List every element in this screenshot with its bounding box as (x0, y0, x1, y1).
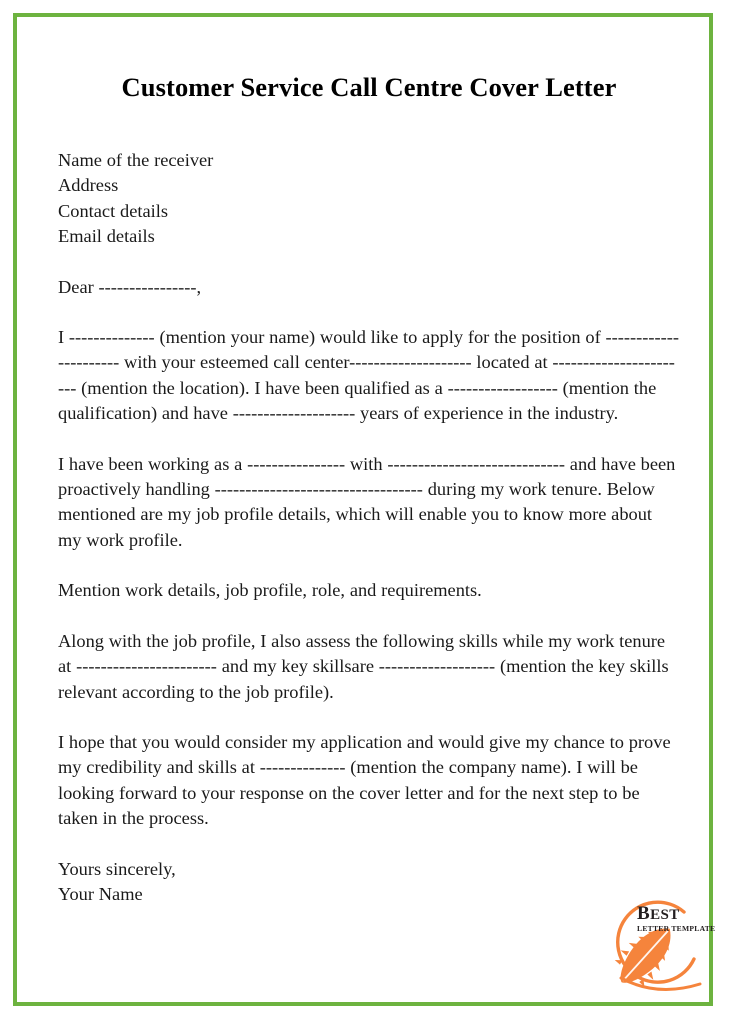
recipient-contact-line: Contact details (58, 200, 169, 221)
paragraph-skills: Along with the job profile, I also assess the following skills while my work tenure at ----------------------- and my key skillsare ------------------- (mention the key skills relevant according to the job profile). (58, 630, 669, 702)
recipient-name-line: Name of the receiver (58, 150, 214, 170)
letter-content (58, 70, 680, 907)
paragraph-experience: I have been working as a ---------------- with ----------------------------- and have been proactively handling ---------------------------------- during my work tenure. Below mentioned are my job profile details, which will enable you to know more about my work profile. (58, 453, 676, 550)
recipient-address-line: Address (58, 175, 119, 196)
recipient-email-line: Email details (58, 226, 155, 247)
brand-wordmark-rest: EST (650, 907, 680, 923)
brand-wordmark-initial: B (637, 903, 651, 924)
recipient-block (58, 148, 680, 250)
brand-tagline: LETTER TEMPLATE (637, 924, 716, 933)
signature-name: Your Name (58, 883, 143, 904)
page-title: Customer Service Call Centre Cover Letter (121, 72, 617, 102)
letter-body (58, 148, 680, 907)
paragraph-work-details: Mention work details, job profile, role, and requirements. (58, 580, 482, 601)
signature-block (58, 857, 680, 908)
brand-logo (601, 896, 716, 1000)
brand-wordmark (637, 903, 680, 924)
closing-salutation: Yours sincerely, (58, 858, 176, 879)
paragraph-intro: I -------------- (mention your name) would like to apply for the position of ---------------------- with your esteemed call center-------------------- located at ----------------------- (mention the location). I have been qualified as a ------------------ (mention the qualification) and have -------------------- years of experience in the industry. (58, 327, 679, 424)
salutation-line: Dear ----------------, (58, 276, 202, 297)
spacer-after-recipient (58, 250, 680, 275)
paragraph-closing-request: I hope that you would consider my application and would give my chance to prove my credibility and skills at -------------- (mention the company name). I will be looking forward to your response on the cover letter and for the next step to be taken in the process. (58, 731, 671, 829)
